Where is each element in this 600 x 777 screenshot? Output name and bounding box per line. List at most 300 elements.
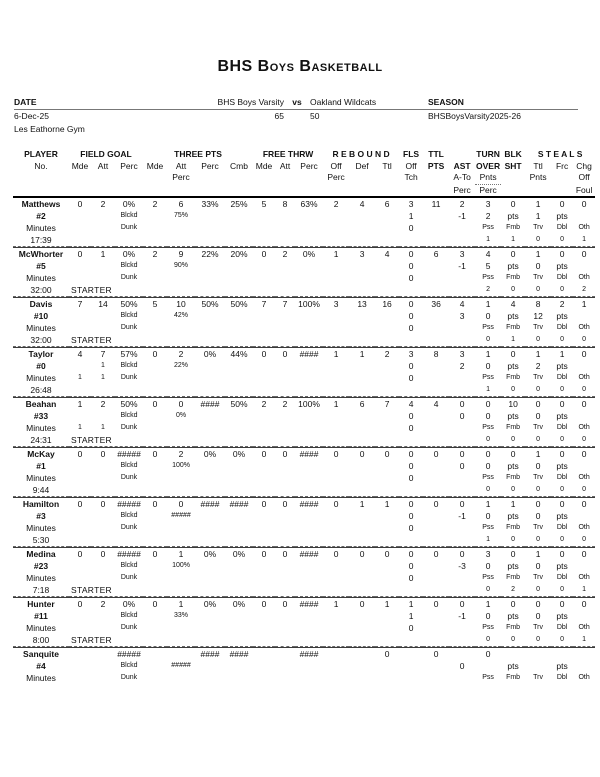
stat-cell [195,372,225,384]
player-row [13,522,595,534]
stat-cell: 0 [551,334,573,347]
stat-cell: pts [507,411,519,421]
stat-cell: 0 [501,384,525,397]
stat-cell: 0 [399,447,423,460]
stat-cell [475,660,501,672]
stat-cell: 0 [253,597,275,610]
stat-cell [375,484,399,497]
stat-cell [449,534,475,547]
col-header-charge-foul: Foul [573,184,595,199]
stat-cell: 0 [485,561,491,571]
player-row [13,334,595,347]
stat-cell [423,534,449,547]
player-row [13,534,595,547]
stat-cell [195,472,225,484]
season-value: BHSBoysVarsity2025-26 [428,111,521,121]
stat-cell: 8 [525,297,551,310]
stat-cell [295,534,323,547]
stat-cell [167,584,195,597]
stat-cell: ##### [171,662,191,669]
col-header-turnover-points: Pnts [479,172,497,182]
col-header-ft-perc: Perc [300,160,318,171]
stat-cell [91,660,115,672]
stat-cell [91,310,115,322]
stat-cell [253,410,275,422]
stat-cell [91,472,115,484]
starter-tag: STARTER [69,584,143,597]
stat-cell [253,222,275,234]
stat-cell [143,210,167,222]
home-score: 65 [274,111,284,121]
stat-cell [143,572,167,584]
stat-cell: 0 [525,497,551,510]
stat-cell: Dunk [120,374,138,381]
stat-cell [295,360,323,372]
stat-cell: 0 [408,373,414,383]
stat-cell [399,584,423,597]
stat-cell: 0 [551,284,573,297]
stat-cell: 1 [475,534,501,547]
stat-cell: -1 [458,611,466,621]
stat-cell [253,310,275,322]
stat-cell [195,210,225,222]
stat-cell [115,484,143,497]
stat-cell: pts [507,611,519,621]
stat-cell: 0 [525,634,551,647]
stat-cell [573,610,595,622]
stat-cell: 0 [551,597,573,610]
stat-cell [423,310,449,322]
player-row [13,234,595,247]
stat-cell [253,372,275,384]
col-group-fouls: FLS [403,149,420,159]
stat-cell [69,322,91,334]
stat-cell [225,672,253,684]
stat-cell: 0 [323,547,349,560]
stat-cell: 0 [475,634,501,647]
stat-cell [143,322,167,334]
stat-cell: Blckd [120,212,138,219]
header-sub-row-2 [13,172,595,184]
stat-cell [143,360,167,372]
stat-cell: 9 [167,247,195,260]
stat-cell: 22% [195,247,225,260]
stat-cell [143,484,167,497]
player-row-label: Minutes [26,323,56,333]
stat-cell [253,634,275,647]
stat-cell [225,234,253,247]
stat-cell: 1 [501,334,525,347]
stat-cell: Fmb [506,474,521,481]
player-row-label: 7:18 [13,584,69,597]
stat-cell: Dbl [556,474,568,481]
home-team-name: BHS Boys Varsity [217,97,284,107]
stat-cell [253,322,275,334]
stat-cell [225,434,253,447]
stat-cell [143,672,167,684]
stat-cell: 0 [69,447,91,460]
player-row-label: 24:31 [13,434,69,447]
stat-cell: 7 [275,297,295,310]
stat-cell: 2 [501,584,525,597]
stat-cell [275,622,295,634]
stat-cell: 1 [323,247,349,260]
stat-cell [91,647,115,660]
stat-cell [573,647,595,660]
col-header-number: No. [34,160,48,171]
stat-cell [225,284,253,297]
col-header-fg-made: Mde [71,160,89,171]
stat-cell: 0 [253,547,275,560]
stat-cell [225,222,253,234]
stat-cell: 0 [501,247,525,260]
stat-cell: 12 [533,311,543,321]
stat-cell: 4 [475,247,501,260]
stat-cell [115,234,143,247]
stat-cell: 0 [573,484,595,497]
stat-cell [573,510,595,522]
stat-cell: #### [195,647,225,660]
stat-cell [225,534,253,547]
stat-cell: 0 [408,411,414,421]
stat-cell: 2 [275,247,295,260]
stat-cell: 0 [408,223,414,233]
stat-cell [275,284,295,297]
stat-cell [225,422,253,434]
stat-cell [69,672,91,684]
stat-cell [225,272,253,284]
stat-cell: Trv [533,274,543,281]
stat-cell: 0 [408,561,414,571]
stat-cell [195,510,225,522]
stat-cell: 0 [77,199,83,209]
stat-cell [167,234,195,247]
stat-cell [167,334,195,347]
stat-cell [375,422,399,434]
stat-cell [167,422,195,434]
stat-cell [323,310,349,322]
player-row-label: Minutes [26,473,56,483]
player-row [13,272,595,284]
stat-cell [143,634,167,647]
stat-cell [195,434,225,447]
stat-cell [295,272,323,284]
stat-cell [323,234,349,247]
stat-cell: Blckd [120,662,138,669]
stat-cell: 2 [275,397,295,410]
stat-cell: 1 [323,347,349,360]
stat-cell [275,484,295,497]
stat-cell [69,272,91,284]
stat-cell: 0 [573,447,595,460]
player-name: Sanquite [13,647,69,660]
stat-cell [295,510,323,522]
stat-cell [275,322,295,334]
stat-cell [423,472,449,484]
stat-cell [167,272,195,284]
stat-cell [225,410,253,422]
stat-cell [323,384,349,397]
stat-cell: 100% [172,562,190,569]
stat-cell [399,634,423,647]
stat-cell: pts [556,661,568,671]
stat-cell [91,210,115,222]
player-row [13,484,595,497]
stat-cell [253,460,275,472]
stat-cell: 0 [399,547,423,560]
stat-cell [91,410,115,422]
stat-cell: 0 [551,434,573,447]
stat-cell: Fmb [506,274,521,281]
stat-cell [195,534,225,547]
stat-cell [399,234,423,247]
stat-cell [295,234,323,247]
stat-cell: Oth [578,224,590,231]
stat-cell: pts [507,261,519,271]
stat-cell [143,422,167,434]
header-group-row [13,149,595,161]
stat-cell: 0 [408,573,414,583]
stat-cell: Trv [533,224,543,231]
stat-cell [423,434,449,447]
player-number: #1 [36,461,46,471]
stat-cell [225,210,253,222]
player-row [13,460,595,472]
stat-cell: 3 [459,311,465,321]
stat-cell [91,510,115,522]
stat-cell: 0 [143,447,167,460]
stat-cell: 25% [230,199,248,209]
stat-cell: Trv [533,524,543,531]
game-info [14,96,578,136]
stat-cell [253,272,275,284]
season-label: SEASON [428,97,464,107]
stat-cell: 0 [501,547,525,560]
stat-cell [449,422,475,434]
col-group-steals: S T E A L S [537,149,583,159]
stat-cell: 6 [423,247,449,260]
stat-cell: 0 [475,447,501,460]
venue-row [14,123,578,136]
stat-cell: pts [507,361,519,371]
stat-cell [449,572,475,584]
stat-cell: 1 [408,611,414,621]
stat-cell [275,460,295,472]
stat-cell [91,222,115,234]
stat-cell [423,360,449,372]
stat-cell: 0 [253,497,275,510]
stat-cell [275,647,295,660]
stat-cell [375,560,399,572]
stat-cell: 0 [69,497,91,510]
stat-cell: Dbl [556,674,568,681]
stat-cell: Blckd [120,312,138,319]
stat-cell [143,522,167,534]
stat-cell: 0% [225,597,253,610]
stat-cell [195,260,225,272]
stat-cell: Trv [533,474,543,481]
stat-cell [375,460,399,472]
stat-cell: 0 [485,361,491,371]
stat-cell [423,634,449,647]
stat-cell [349,484,375,497]
away-score: 50 [310,111,320,121]
stat-cell [275,272,295,284]
stat-cell: 4 [375,247,399,260]
stat-cell [91,322,115,334]
stat-cell: 1 [323,397,349,410]
stat-cell [295,622,323,634]
player-row-label: Minutes [26,573,56,583]
stat-cell [225,360,253,372]
stat-cell [295,484,323,497]
stat-cell [423,572,449,584]
stat-cell [253,284,275,297]
stat-cell [349,284,375,297]
stat-cell: 8 [423,347,449,360]
stat-cell: 3 [399,347,423,360]
stat-cell: 75% [174,212,189,219]
stat-cell [349,360,375,372]
stat-cell: 0 [551,534,573,547]
stat-cell: Blckd [120,562,138,569]
stat-cell: 4 [359,199,365,209]
stat-cell [167,572,195,584]
stat-cell: 0% [115,247,143,260]
starter-tag: STARTER [69,284,143,297]
stat-cell: 10 [167,297,195,310]
stat-cell [253,422,275,434]
starter-tag: STARTER [69,334,143,347]
stat-cell: 0 [399,497,423,510]
stat-cell [573,460,595,472]
stat-cell: Oth [578,674,590,681]
player-row [13,497,595,510]
stat-cell [69,560,91,572]
stat-cell: Dunk [120,274,138,281]
stat-cell: 0 [423,547,449,560]
stat-cell [349,372,375,384]
player-number: #3 [36,511,46,521]
stat-cell: 0 [501,447,525,460]
stat-cell: 0 [275,547,295,560]
starter-tag: STARTER [69,434,143,447]
col-header-3p-att: Att [175,160,187,171]
player-row-label: Minutes [26,623,56,633]
stat-cell: 0 [408,461,414,471]
stat-cell [349,660,375,672]
player-row [13,597,595,610]
stat-cell [573,360,595,372]
stat-cell [349,522,375,534]
stat-cell [323,360,349,372]
stat-cell: 2 [152,199,158,209]
stat-cell [375,510,399,522]
player-row [13,347,595,360]
player-row [13,560,595,572]
stat-cell [295,410,323,422]
stat-cell: 2 [551,297,573,310]
stat-cell: 36 [423,297,449,310]
stat-cell [143,647,167,660]
stat-cell: 1 [101,374,105,381]
stat-cell: 0% [225,547,253,560]
stat-cell: 0 [408,311,414,321]
stat-cell: Dunk [120,674,138,681]
col-header-steal-points: Pnts [529,172,547,182]
col-header-turnover-perc: Perc [475,184,501,199]
stat-cell: 0% [195,597,225,610]
stat-cell [323,260,349,272]
stat-cell: 1 [573,634,595,647]
stat-cell [449,272,475,284]
stat-cell [323,522,349,534]
stat-cell: 0 [459,661,465,671]
stat-cell: 0 [423,647,449,660]
stat-cell: Pss [482,624,494,631]
player-row [13,372,595,384]
stat-cell: Fmb [506,224,521,231]
stat-cell [253,360,275,372]
stat-cell [275,672,295,684]
stat-cell [253,334,275,347]
stat-cell: ##### [115,647,143,660]
stat-cell [449,647,475,660]
stat-cell: 1 [535,211,541,221]
page-title: BHS Boys Basketball [217,58,383,75]
stat-cell: pts [507,311,519,321]
stat-cell [295,310,323,322]
player-row [13,647,595,660]
stat-cell: 0 [408,361,414,371]
player-row-label: Minutes [26,373,56,383]
player-number: #0 [36,361,46,371]
stat-cell [449,372,475,384]
stat-cell [323,484,349,497]
stat-cell [423,672,449,684]
stat-cell: 1 [78,374,82,381]
stat-cell: 0 [399,247,423,260]
stat-cell [349,410,375,422]
stat-cell: 0 [525,234,551,247]
stat-cell: 50% [225,297,253,310]
stat-cell: Dbl [556,374,568,381]
stat-cell [323,622,349,634]
stat-cell [167,372,195,384]
stat-cell [295,284,323,297]
stat-cell [195,560,225,572]
stat-cell: 0 [535,261,541,271]
player-row [13,210,595,222]
stat-cell: 1 [375,497,399,510]
stat-cell [423,210,449,222]
stat-cell [275,384,295,397]
stat-cell [423,610,449,622]
stat-cell [501,647,525,660]
stat-cell: Trv [533,574,543,581]
stat-cell: 50% [115,397,143,410]
stat-cell: 4 [423,397,449,410]
stat-cell: 0% [195,447,225,460]
player-row-label: Minutes [26,673,56,683]
stat-cell: 0 [475,647,501,660]
stat-cell [275,260,295,272]
stat-cell [69,660,91,672]
stat-cell [275,572,295,584]
stat-cell [295,210,323,222]
stat-cell: Oth [578,424,590,431]
stat-cell [375,222,399,234]
